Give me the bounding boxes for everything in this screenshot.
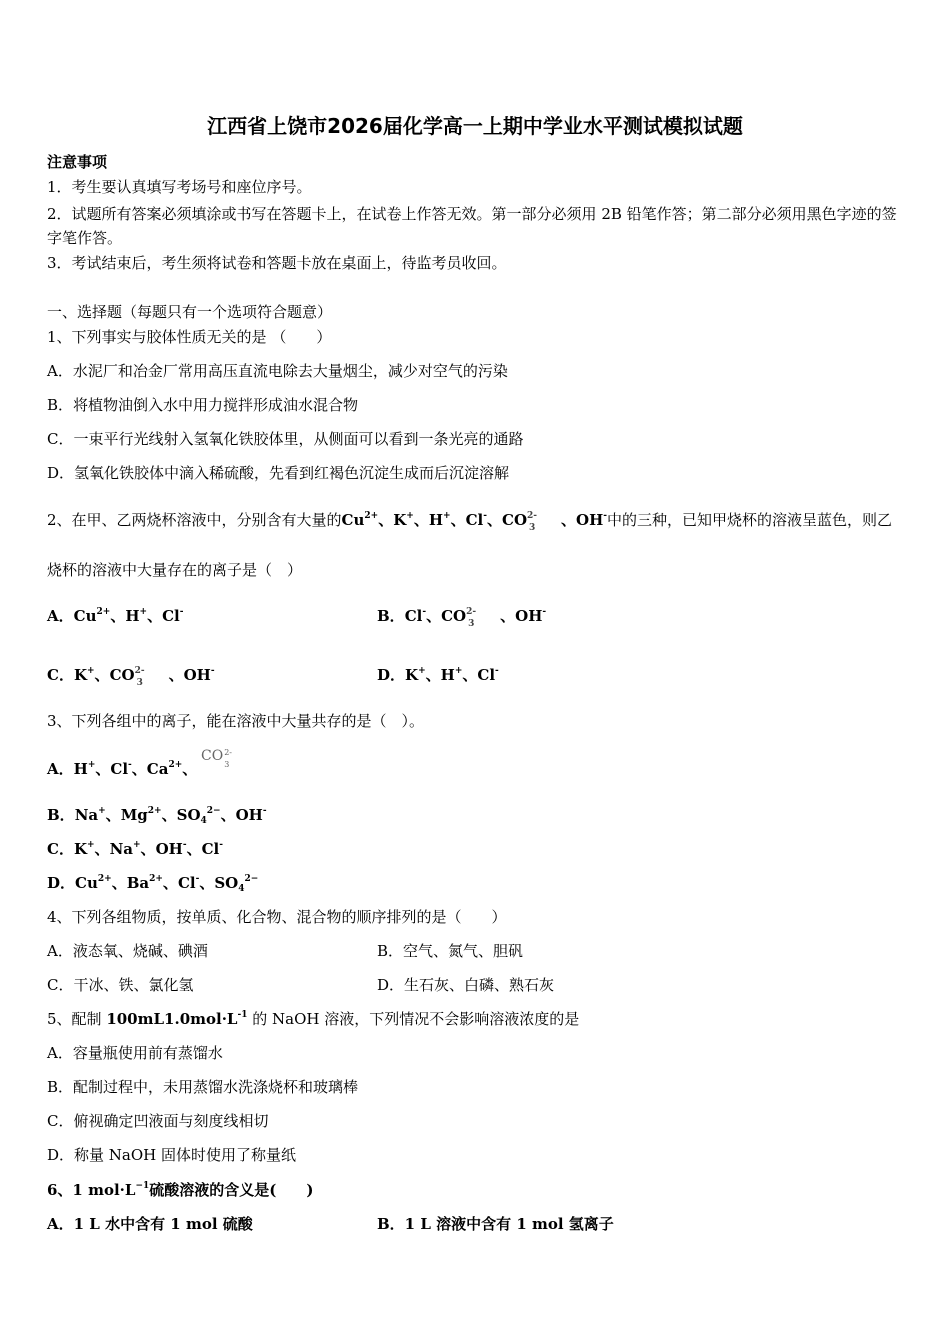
charge: -	[179, 607, 184, 617]
separator: 、	[140, 840, 156, 858]
option-label: A．	[47, 607, 74, 625]
ion: Ca	[146, 760, 169, 778]
option-c	[47, 665, 215, 688]
charge: +	[98, 806, 106, 816]
ion: K	[73, 840, 87, 858]
separator: 、	[186, 840, 202, 858]
option-b: B．将植物油倒入水中用力搅拌形成油水混合物	[47, 396, 359, 414]
ion: K	[405, 666, 419, 684]
separator: 、	[561, 511, 577, 529]
option-a: A．液态氧、烧碱、碘酒	[47, 942, 208, 960]
notice-item: 1．考生要认真填写考场号和座位序号。	[47, 178, 312, 196]
option-label: C．	[47, 840, 74, 858]
stem-text: 硫酸溶液的含义是( )	[149, 1181, 314, 1199]
charge: -	[195, 874, 200, 884]
notice-item: 2．试题所有答案必须填涂或书写在答题卡上，在试卷上作答无效。第一部分必须用 2B 铅笔作答；第二部分必须用黑色字迹的签字笔作答。	[47, 205, 897, 247]
option-c: C．干冰、铁、氯化氢	[47, 976, 194, 994]
charge: 2+	[97, 874, 112, 884]
separator: 、	[110, 607, 126, 625]
charge: -	[495, 666, 499, 676]
separator: 、	[105, 806, 121, 824]
option-c	[47, 839, 223, 859]
ion: Cl	[477, 666, 496, 684]
separator: 、	[147, 607, 163, 625]
option-b	[47, 805, 267, 825]
ion: Cl	[110, 760, 129, 778]
ion: CO	[201, 748, 224, 764]
ion: OH	[183, 666, 211, 684]
stem-text: 5、配制	[47, 1010, 107, 1028]
option-label: D．	[377, 666, 406, 684]
ion: Na	[74, 806, 99, 824]
charge: +	[443, 511, 451, 521]
option-b: B．配制过程中，未用蒸馏水洗涤烧杯和玻璃棒	[47, 1078, 359, 1096]
charge: 2−	[244, 874, 259, 884]
charge: +	[418, 666, 426, 676]
ion: H	[73, 760, 88, 778]
ion: CO	[109, 666, 135, 684]
notice-item: 3．考试结束后，考生须将试卷和答题卡放在桌面上，待监考员收回。	[47, 254, 507, 272]
question-stem: 4、下列各组物质，按单质、化合物、混合物的顺序排列的是（ ）	[47, 908, 507, 926]
ion: Ba	[126, 874, 150, 892]
charge: -	[422, 607, 427, 617]
ion: OH	[515, 607, 543, 625]
ion: OH	[576, 511, 604, 529]
stem-text: 2、在甲、乙两烧杯溶液中，分别含有大量的	[47, 511, 342, 529]
charge: -	[483, 511, 487, 521]
separator: 、	[94, 666, 110, 684]
charge: -	[542, 607, 547, 617]
charge: +	[87, 666, 95, 676]
separator: 、	[94, 840, 110, 858]
option-d: D．称量 NaOH 固体时使用了称量纸	[47, 1146, 297, 1164]
page-title: 江西省上饶市2026届化学高一上期中学业水平测试模拟试题	[207, 114, 743, 138]
separator: 、	[168, 666, 184, 684]
separator: 、	[500, 607, 516, 625]
carbonate-formula-image	[201, 748, 233, 769]
separator: 、	[220, 806, 236, 824]
option-a: A．容量瓶使用前有蒸馏水	[47, 1044, 223, 1062]
ion: Cl	[465, 511, 484, 529]
ion: Cl	[201, 840, 220, 858]
separator: 、	[425, 666, 441, 684]
ion: Cl	[177, 874, 196, 892]
option-d: D．氢氧化铁胶体中滴入稀硫酸，先看到红褐色沉淀生成而后沉淀溶解	[47, 464, 510, 482]
option-a	[47, 606, 183, 626]
separator: 、	[131, 760, 147, 778]
exponent: −1	[135, 1181, 150, 1191]
charge: 2+	[147, 806, 162, 816]
option-b	[377, 606, 547, 629]
separator: 、	[182, 760, 198, 778]
separator: 、	[413, 511, 429, 529]
ion: Cu	[75, 874, 98, 892]
option-label: B．	[377, 607, 405, 625]
charge: -	[128, 760, 132, 770]
charge: 2−	[206, 806, 221, 816]
ion: H	[428, 511, 444, 529]
option-label: A．	[47, 760, 74, 778]
charge: +	[87, 760, 96, 770]
option-d: D．生石灰、白磷、熟石灰	[377, 976, 555, 994]
option-d	[47, 873, 258, 893]
ion: Na	[109, 840, 133, 858]
question-stem	[47, 510, 893, 533]
charge: 2-	[466, 607, 477, 617]
concentration: 100mL1.0mol·L	[106, 1010, 238, 1028]
separator: 、	[162, 874, 178, 892]
stem-text: 中的三种，已知甲烧杯的溶液呈蓝色，则乙	[607, 511, 893, 529]
ion: Cl	[162, 607, 180, 625]
question-stem	[47, 1009, 579, 1029]
option-label: B．	[47, 806, 75, 824]
charge: -	[219, 840, 223, 850]
charge: 2+	[364, 511, 379, 521]
separator: 、	[426, 607, 442, 625]
charge: -	[210, 666, 215, 676]
charge: -	[182, 840, 187, 850]
subscript: 3	[529, 523, 536, 533]
charge: +	[133, 840, 141, 850]
ion: CO	[441, 607, 467, 625]
subscript: 3	[468, 619, 475, 629]
question-stem: 3、下列各组中的离子，能在溶液中大量共存的是（ ）。	[47, 712, 425, 730]
ion: SO	[214, 874, 239, 892]
charge: +	[454, 666, 463, 676]
separator: 、	[111, 874, 127, 892]
option-c: C．俯视确定凹液面与刻度线相切	[47, 1112, 269, 1130]
stem-text: 的 NaOH 溶液，下列情况不会影响溶液浓度的是	[247, 1010, 580, 1028]
charge: 2-	[224, 748, 232, 757]
option-c: C．一束平行光线射入氢氧化铁胶体里，从侧面可以看到一条光亮的通路	[47, 430, 524, 448]
ion: K	[393, 511, 407, 529]
ion: H	[125, 607, 140, 625]
ion: Cu	[73, 607, 97, 625]
charge: 2+	[96, 607, 111, 617]
ion: Cl	[404, 607, 423, 625]
charge: 2-	[134, 666, 145, 676]
option-b: B．1 L 溶液中含有 1 mol 氢离子	[377, 1215, 614, 1233]
charge: +	[406, 511, 414, 521]
question-stem	[47, 1180, 313, 1200]
ion: OH	[155, 840, 183, 858]
ion: CO	[502, 511, 528, 529]
charge: 2+	[149, 874, 163, 884]
subscript: 3	[136, 678, 143, 688]
section-heading: 一、选择题（每题只有一个选项符合题意）	[47, 303, 333, 321]
separator: 、	[486, 511, 502, 529]
charge: +	[139, 607, 148, 617]
notice-heading: 注意事项	[47, 153, 108, 171]
separator: 、	[378, 511, 394, 529]
charge: 2-	[527, 511, 538, 521]
option-label: C．	[47, 666, 74, 684]
subscript: 4	[200, 816, 207, 826]
option-label: D．	[47, 874, 76, 892]
separator: 、	[161, 806, 177, 824]
ion: H	[440, 666, 455, 684]
question-stem-line2: 烧杯的溶液中大量存在的离子是（ ）	[47, 561, 303, 579]
exponent: -1	[237, 1010, 248, 1020]
ion: K	[73, 666, 87, 684]
option-a	[47, 759, 197, 779]
ion: SO	[176, 806, 201, 824]
separator: 、	[450, 511, 466, 529]
ion: OH	[235, 806, 263, 824]
option-d	[377, 665, 499, 685]
stem-text: 6、1 mol·L	[47, 1181, 136, 1199]
charge: -	[603, 511, 608, 521]
subscript: 3	[224, 760, 230, 769]
ion: Mg	[120, 806, 148, 824]
question-stem: 1、下列事实与胶体性质无关的是 （ ）	[47, 328, 332, 346]
charge: -	[262, 806, 267, 816]
option-a: A．水泥厂和冶金厂常用高压直流电除去大量烟尘，减少对空气的污染	[47, 362, 508, 380]
subscript: 4	[238, 884, 245, 894]
option-b: B．空气、氮气、胆矾	[377, 942, 524, 960]
separator: 、	[462, 666, 478, 684]
charge: +	[87, 840, 95, 850]
separator: 、	[199, 874, 215, 892]
option-a: A．1 L 水中含有 1 mol 硫酸	[47, 1215, 253, 1233]
separator: 、	[95, 760, 111, 778]
ion: Cu	[341, 511, 365, 529]
charge: 2+	[168, 760, 183, 770]
